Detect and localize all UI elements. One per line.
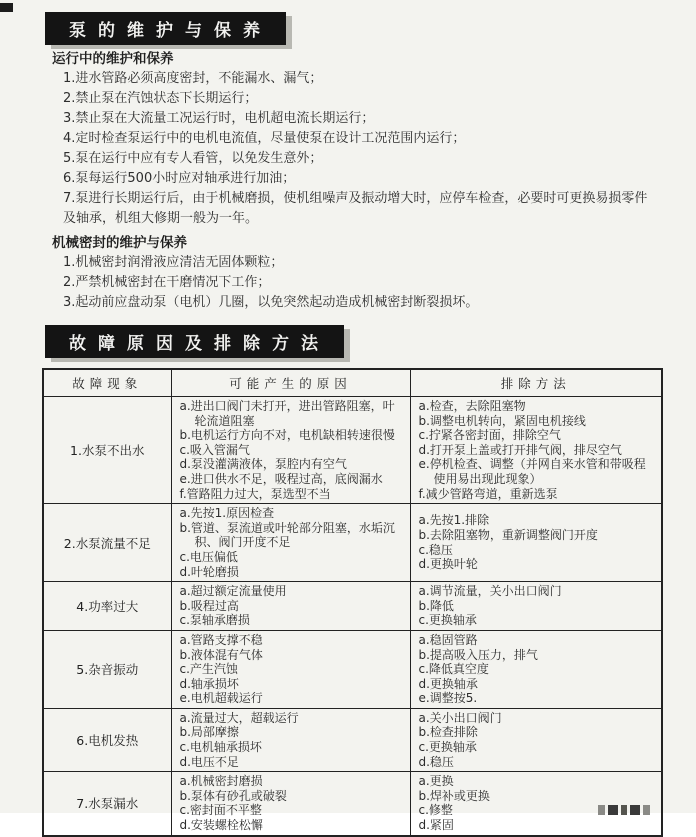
fault-remedy-line: d.更换轴承 [418, 676, 478, 691]
fault-remedy-line: a.关小出口阀门 [418, 710, 502, 725]
fault-cause-line: e.进口供水不足，吸程过高，底阀漏水 [179, 471, 383, 486]
fault-remedy-line: c.降低真空度 [418, 662, 489, 677]
section-title-troubleshooting [45, 325, 344, 358]
fault-phenomenon-cell: 5.杂音振动 [43, 630, 171, 708]
fault-remedy-line: e.调整按5. [418, 691, 478, 706]
subsection-heading-operation: 运行中的维护和保养 [52, 51, 174, 67]
fault-remedy-line: c.更换轴承 [418, 740, 477, 755]
fault-remedy-line: b.去除阻塞物，重新调整阀门开度 [418, 528, 598, 543]
fault-phenomenon-cell: 4.功率过大 [43, 582, 171, 631]
fault-table-row [43, 708, 662, 771]
scan-corner-mark-icon [0, 3, 13, 12]
operation-maintenance-list [63, 69, 655, 229]
fault-remedy-line: d.紧固 [418, 818, 454, 833]
fault-cause-line: a.管路支撑不稳 [179, 632, 263, 647]
maintenance-list-item: 1.进水管路必须高度密封，不能漏水、漏气； [63, 71, 323, 86]
fault-phenomenon-cell: 1.水泵不出水 [43, 397, 171, 504]
fault-remedy-cell [410, 708, 662, 771]
fault-remedy-cell [410, 582, 662, 631]
fault-cause-line: d.电压不足 [179, 754, 239, 769]
fault-table-row [43, 504, 662, 582]
fault-table-row [43, 772, 662, 836]
fault-cause-cell [171, 772, 410, 836]
fault-remedy-cell [410, 504, 662, 582]
fault-table-header-row [43, 369, 662, 397]
fault-remedy-line: d.打开泵上盖或打开排气阀，排尽空气 [418, 442, 622, 457]
fault-remedy-line: b.检查排除 [418, 725, 478, 740]
fault-remedy-cell [410, 397, 662, 504]
maintenance-list-item: 5.泵在运行中应有专人看管，以免发生意外； [63, 151, 323, 166]
operation-maintenance-section [0, 51, 696, 229]
fault-cause-line: b.泵体有砂孔或破裂 [179, 788, 287, 803]
section-title-text: 故障原因及排除方法 [69, 334, 330, 354]
fault-cause-cell [171, 397, 410, 504]
maintenance-list-item: 3.禁止泵在大流量工况运行时，电机超电流长期运行； [63, 111, 375, 126]
fault-cause-line: d.泵没灌满液体，泵腔内有空气 [179, 457, 347, 472]
fault-cause-cell [171, 708, 410, 771]
fault-cause-line: c.电机轴承损坏 [179, 740, 262, 755]
fault-phenomenon-cell: 7.水泵漏水 [43, 772, 171, 836]
fault-remedy-line: f.减少管路弯道，重新选泵 [418, 486, 558, 501]
fault-table-row [43, 582, 662, 631]
fault-cause-line: c.吸入管漏气 [179, 442, 250, 457]
fault-cause-line: a.流量过大，超载运行 [179, 710, 299, 725]
fault-cause-cell [171, 630, 410, 708]
fault-cause-cell [171, 582, 410, 631]
fault-remedy-line: a.调节流量，关小出口阀门 [418, 584, 562, 599]
fault-cause-line: a.先按1.原因检查 [179, 506, 275, 521]
maintenance-list-item: 2.禁止泵在汽蚀状态下长期运行； [63, 91, 258, 106]
maintenance-list-item: 6.泵每运行500小时应对轴承进行加油； [63, 171, 296, 186]
fault-remedy-line: a.更换 [418, 774, 454, 789]
subsection-heading-seal: 机械密封的维护与保养 [52, 235, 187, 251]
col-header-remedies: 排除方法 [410, 369, 662, 397]
cropped-page-number-mark-icon [598, 805, 650, 815]
seal-list-item: 2.严禁机械密封在干磨情况下工作； [63, 275, 271, 290]
fault-cause-line: a.机械密封磨损 [179, 774, 263, 789]
fault-remedy-line: d.稳压 [418, 754, 454, 769]
fault-table-body [43, 397, 662, 836]
fault-table-row [43, 397, 662, 504]
fault-phenomenon-cell: 6.电机发热 [43, 708, 171, 771]
maintenance-list-item: 4.定时检查泵运行中的电机电流值，尽量使泵在设计工况范围内运行； [63, 131, 466, 146]
fault-cause-line: b.吸程过高 [179, 598, 239, 613]
seal-maintenance-list [63, 253, 655, 313]
fault-cause-line: c.电压偏低 [179, 549, 238, 564]
seal-list-item: 3.起动前应盘动泵（电机）几圈，以免突然起动造成机械密封断裂损坏。 [63, 295, 479, 310]
fault-cause-line: b.管道、泵流道或叶轮部分阻塞，水垢沉积、阀门开度不足 [179, 520, 395, 550]
seal-list-item: 1.机械密封润滑液应清洁无固体颗粒； [63, 255, 284, 270]
fault-phenomenon-cell: 2.水泵流量不足 [43, 504, 171, 582]
fault-cause-line: b.局部摩擦 [179, 725, 239, 740]
fault-remedy-line: b.焊补或更换 [418, 788, 490, 803]
fault-cause-line: d.安装螺栓松懈 [179, 818, 263, 833]
fault-remedy-line: b.提高吸入压力，排气 [418, 647, 538, 662]
fault-cause-line: f.管路阻力过大，泵选型不当 [179, 486, 331, 501]
fault-remedy-line: a.先按1.排除 [418, 513, 490, 528]
section-title-text: 泵的维护与保养 [69, 21, 272, 41]
fault-remedy-line: c.修整 [418, 803, 453, 818]
fault-remedy-line: c.稳压 [418, 542, 453, 557]
col-header-phenomenon: 故障现象 [43, 369, 171, 397]
fault-cause-line: c.密封面不平整 [179, 803, 262, 818]
fault-remedy-line: c.拧紧各密封面，排除空气 [418, 428, 561, 443]
fault-cause-line: d.叶轮磨损 [179, 564, 239, 579]
fault-cause-line: a.进出口阀门未打开，进出管路阻塞，叶轮流道阻塞 [179, 399, 395, 428]
fault-remedy-line: b.降低 [418, 598, 454, 613]
fault-cause-line: d.轴承损坏 [179, 676, 239, 691]
fault-remedy-line: a.检查，去除阻塞物 [418, 399, 526, 413]
fault-cause-line: b.液体混有气体 [179, 647, 263, 662]
fault-remedy-line: a.稳固管路 [418, 632, 478, 647]
fault-cause-line: a.超过额定流量使用 [179, 584, 287, 599]
fault-cause-line: e.电机超载运行 [179, 691, 263, 706]
fault-remedy-line: c.更换轴承 [418, 613, 477, 628]
seal-maintenance-section [0, 235, 696, 313]
fault-cause-line: b.电机运行方向不对，电机缺相转速很慢 [179, 428, 395, 443]
fault-table-row [43, 630, 662, 708]
col-header-causes: 可能产生的原因 [171, 369, 410, 397]
fault-remedy-line: d.更换叶轮 [418, 557, 478, 572]
fault-cause-line: c.产生汽蚀 [179, 662, 238, 677]
fault-cause-line: c.泵轴承磨损 [179, 613, 250, 628]
fault-remedy-line: e.停机检查、调整（并网自来水管和带吸程使用易出现此现象） [418, 457, 646, 486]
fault-remedy-line: b.调整电机转向，紧固电机接线 [418, 413, 586, 428]
maintenance-list-item: 7.泵进行长期运行后，由于机械磨损，使机组噪声及振动增大时，应停车检查，必要时可更换易损零件及轴承，机组大修期一般为一年。 [63, 191, 648, 226]
fault-remedy-cell [410, 630, 662, 708]
fault-table [42, 368, 663, 837]
fault-cause-cell [171, 504, 410, 582]
section-title-pump-maintenance [45, 12, 286, 45]
fault-remedy-cell [410, 772, 662, 836]
